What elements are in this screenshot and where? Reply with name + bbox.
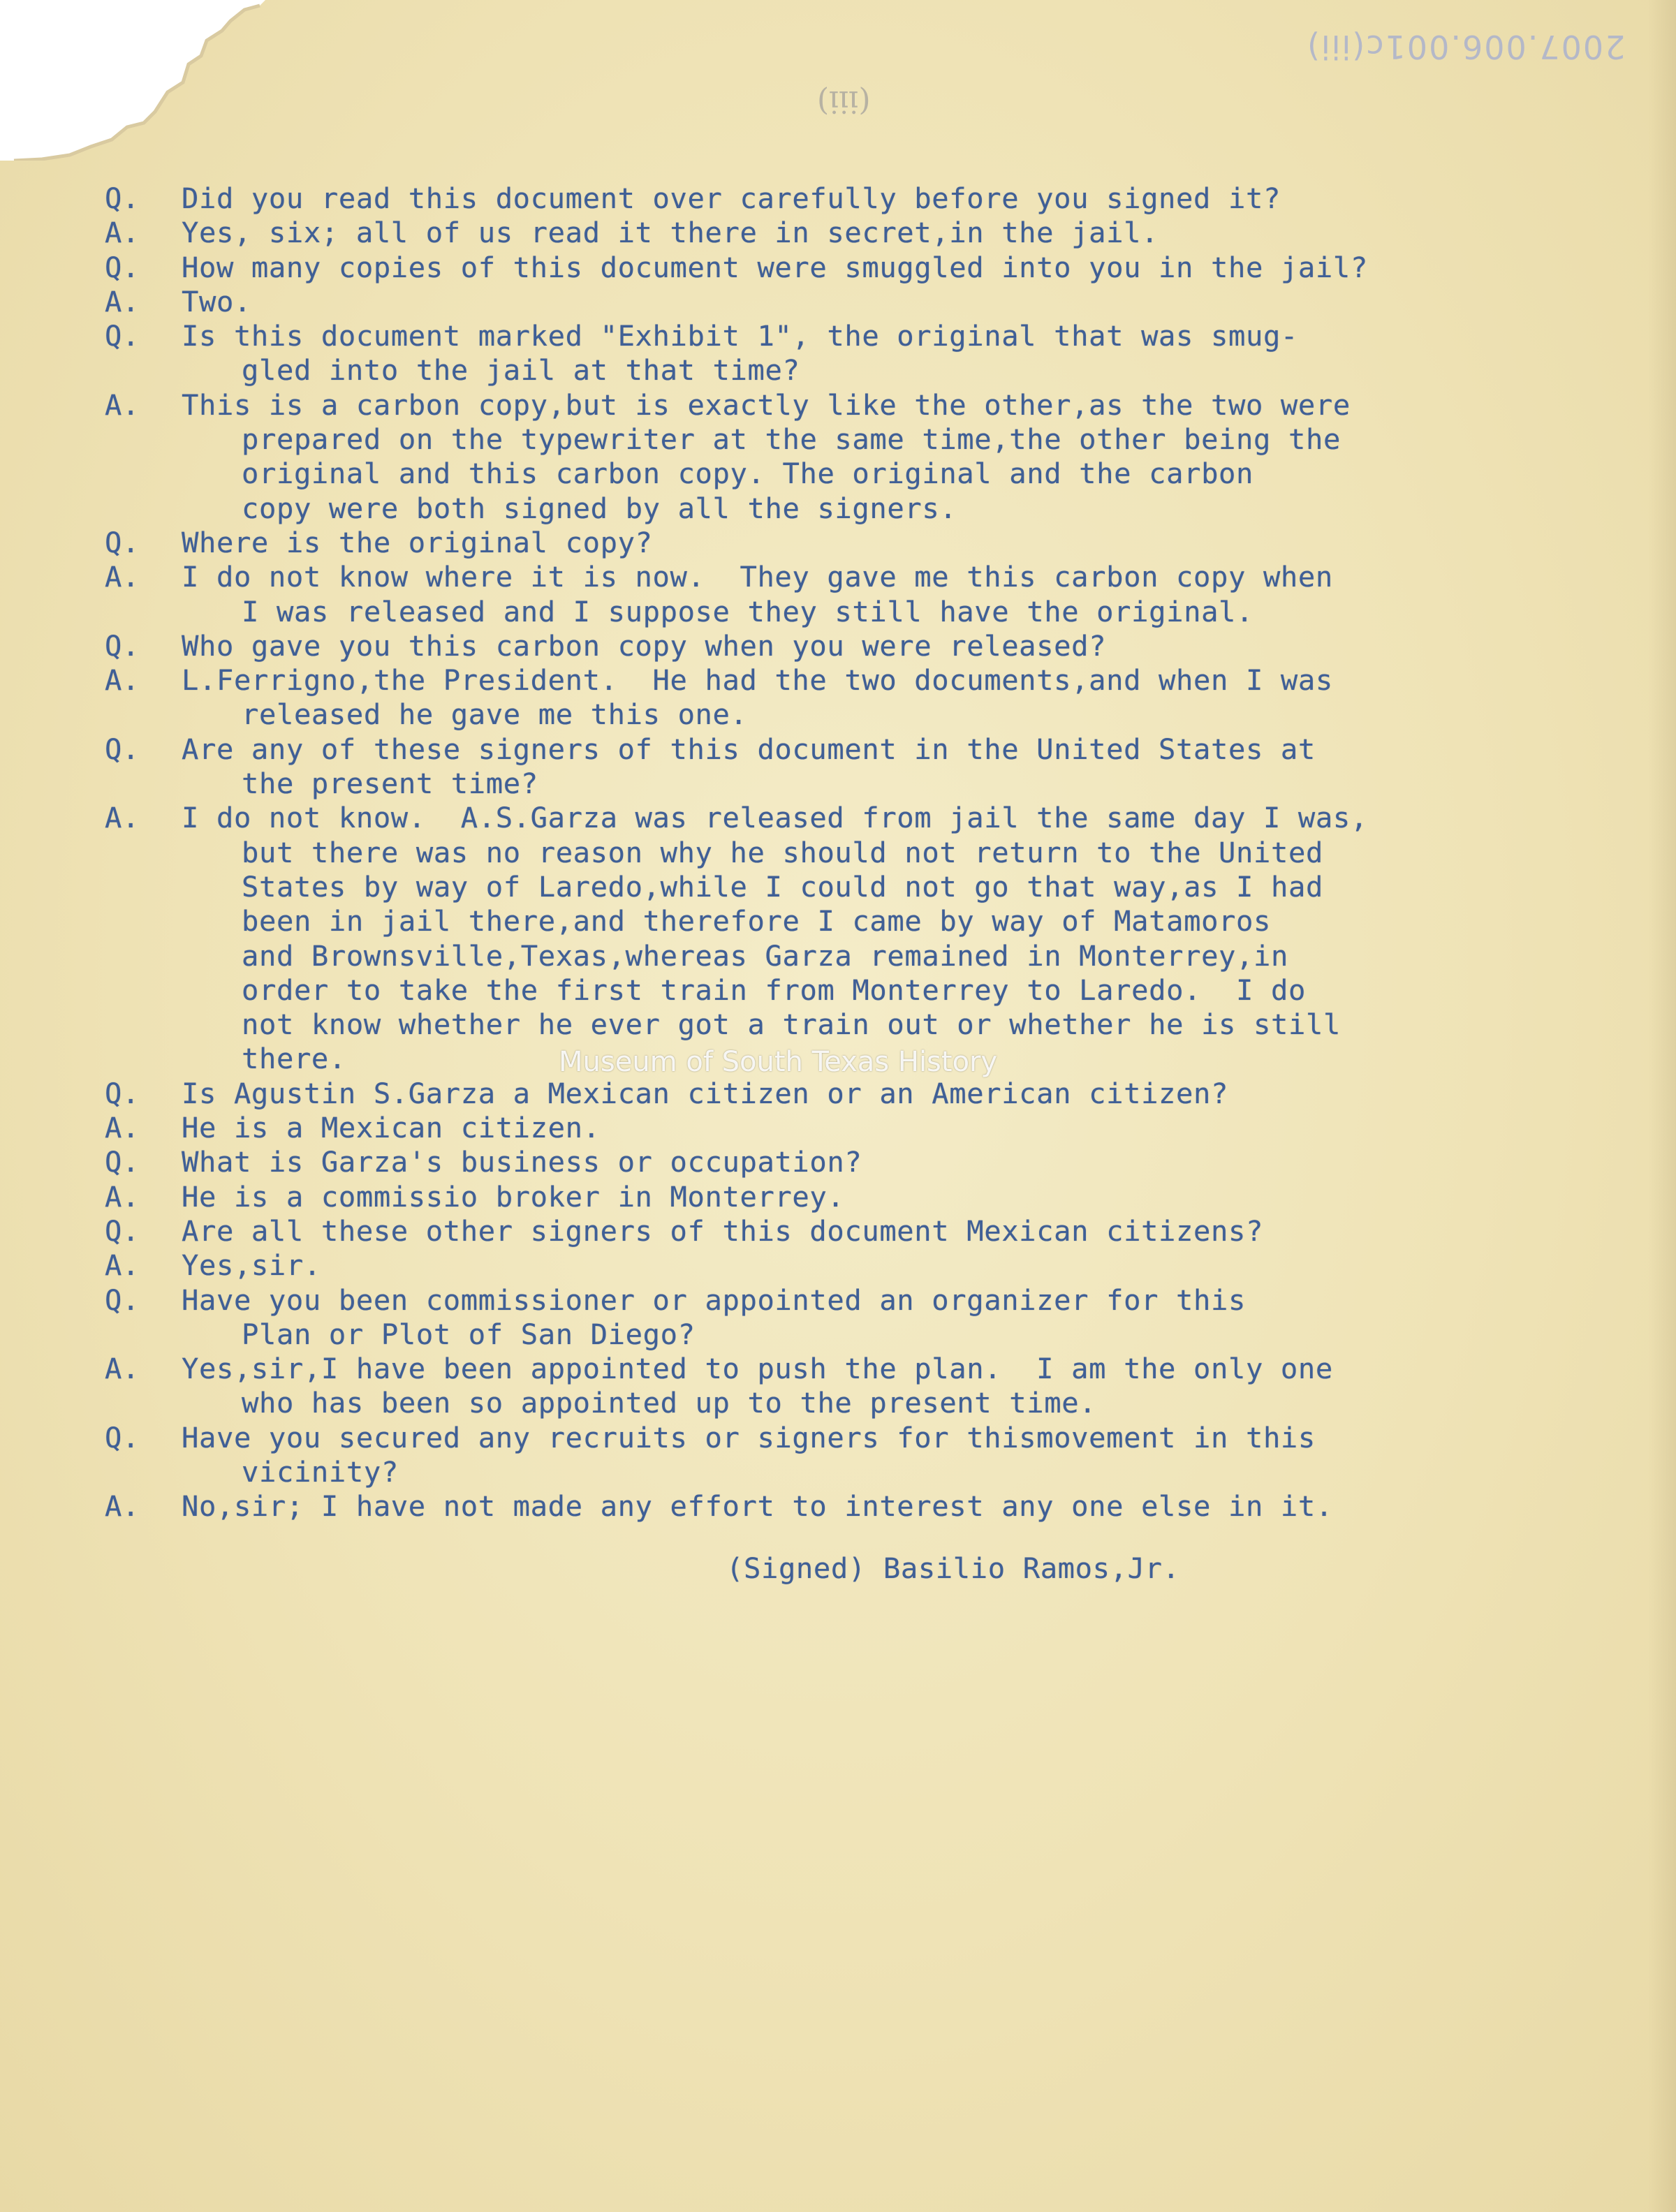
text-line: I do not know where it is now. They gave me this carbon copy when [182, 560, 1333, 594]
text-line: original and this carbon copy. The original and the carbon [242, 457, 1254, 491]
text-line: Are any of these signers of this document in the United States at [182, 732, 1316, 766]
answer-entry [105, 1180, 1606, 1214]
entry-text [182, 1111, 1606, 1145]
question-entry [105, 732, 1606, 802]
entry-text [182, 1214, 1606, 1248]
pencil-note: (iii) [817, 84, 871, 119]
text-line: copy were both signed by all the signers. [242, 491, 957, 525]
text-line: Plan or Plot of San Diego? [242, 1317, 696, 1351]
entry-text [182, 1283, 1606, 1352]
entry-text [182, 526, 1606, 560]
speaker-label: Q. [105, 1145, 140, 1179]
entry-text [182, 801, 1606, 1076]
text-line: Who gave you this carbon copy when you were released? [182, 628, 1107, 663]
entry-text [182, 1421, 1606, 1490]
text-line: Have you secured any recruits or signers for thismovement in this [182, 1420, 1316, 1454]
entry-text [182, 1145, 1606, 1179]
answer-entry [105, 1489, 1606, 1524]
question-entry [105, 319, 1606, 388]
entry-text [182, 1352, 1606, 1421]
text-line: released he gave me this one. [242, 698, 748, 732]
text-line: prepared on the typewriter at the same time,the other being the [242, 422, 1341, 457]
speaker-label: A. [105, 1248, 140, 1283]
entry-text [182, 388, 1606, 526]
entry-text [182, 319, 1606, 388]
speaker-label: A. [105, 216, 140, 250]
question-entry [105, 1421, 1606, 1490]
text-line: the present time? [242, 767, 538, 801]
text-line: who has been so appointed up to the present time. [242, 1386, 1097, 1420]
text-line: gled into the jail at that time? [242, 353, 800, 388]
torn-corner [0, 0, 265, 161]
entry-text [182, 629, 1606, 663]
answer-entry [105, 801, 1606, 1076]
question-entry [105, 1077, 1606, 1111]
speaker-label: Q. [105, 1076, 140, 1110]
answer-entry [105, 285, 1606, 319]
question-entry [105, 1145, 1606, 1179]
text-line: How many copies of this document were smuggled into you in the jail? [182, 250, 1368, 284]
interrogation-transcript [105, 182, 1606, 1524]
speaker-label: Q. [105, 1283, 140, 1317]
page-edge-shadow [1648, 0, 1676, 2212]
speaker-label: Q. [105, 182, 140, 215]
text-line: Is this document marked "Exhibit 1", the original that was smug- [182, 319, 1298, 353]
text-line: He is a Mexican citizen. [182, 1111, 601, 1145]
entry-text [182, 251, 1606, 285]
text-line: vicinity? [242, 1454, 399, 1489]
text-line: Yes,sir. [182, 1248, 321, 1283]
speaker-label: A. [105, 1352, 140, 1386]
speaker-label: A. [105, 1111, 140, 1145]
question-entry [105, 251, 1606, 285]
text-line: Where is the original copy? [182, 525, 653, 559]
text-line: He is a commissio broker in Monterrey. [182, 1179, 845, 1214]
museum-watermark: Museum of South Texas History [559, 1046, 998, 1078]
question-entry [105, 526, 1606, 560]
entry-text [182, 216, 1606, 250]
speaker-label: Q. [105, 250, 140, 284]
text-line: and Brownsville,Texas,whereas Garza remained in Monterrey,in [242, 938, 1288, 973]
signature-line: (Signed) Basilio Ramos,Jr. [726, 1551, 1180, 1585]
speaker-label: A. [105, 801, 140, 835]
speaker-label: A. [105, 1489, 140, 1524]
speaker-label: A. [105, 560, 140, 594]
speaker-label: A. [105, 388, 140, 422]
speaker-label: Q. [105, 1214, 140, 1248]
speaker-label: A. [105, 1179, 140, 1214]
speaker-label: Q. [105, 628, 140, 663]
question-entry [105, 629, 1606, 663]
speaker-label: Q. [105, 732, 140, 766]
text-line: Did you read this document over carefully before you signed it? [182, 182, 1281, 215]
speaker-label: Q. [105, 1420, 140, 1454]
entry-text [182, 1248, 1606, 1283]
text-line: States by way of Laredo,while I could not go that way,as I had [242, 869, 1323, 904]
entry-text [182, 560, 1606, 629]
text-line: Have you been commissioner or appointed an organizer for this [182, 1283, 1246, 1317]
answer-entry [105, 1352, 1606, 1421]
question-entry [105, 1214, 1606, 1248]
text-line: order to take the first train from Monterrey to Laredo. I do [242, 973, 1306, 1007]
answer-entry [105, 1111, 1606, 1145]
text-line: What is Garza's business or occupation? [182, 1145, 862, 1179]
entry-text [182, 1180, 1606, 1214]
text-line: Are all these other signers of this document Mexican citizens? [182, 1214, 1263, 1248]
answer-entry [105, 663, 1606, 732]
text-line: No,sir; I have not made any effort to interest any one else in it. [182, 1489, 1333, 1524]
text-line: Is Agustin S.Garza a Mexican citizen or an American citizen? [182, 1076, 1228, 1110]
text-line: I was released and I suppose they still have the original. [242, 594, 1254, 628]
text-line: Yes,sir,I have been appointed to push the plan. I am the only one [182, 1352, 1333, 1386]
text-line: been in jail there,and therefore I came by way of Matamoros [242, 904, 1271, 938]
entry-text [182, 182, 1606, 216]
entry-text [182, 732, 1606, 802]
entry-text [182, 663, 1606, 732]
text-line: This is a carbon copy,but is exactly like the other,as the two were [182, 388, 1351, 422]
question-entry [105, 182, 1606, 216]
answer-entry [105, 560, 1606, 629]
text-line: Yes, six; all of us read it there in secret,in the jail. [182, 216, 1159, 250]
speaker-label: A. [105, 284, 140, 318]
accession-number: 2007.006.001c(iii) [1306, 28, 1626, 66]
answer-entry [105, 388, 1606, 526]
text-line: Two. [182, 284, 251, 318]
answer-entry [105, 216, 1606, 250]
text-line: not know whether he ever got a train out or whether he is still [242, 1008, 1341, 1042]
text-line: but there was no reason why he should not return to the United [242, 835, 1323, 869]
speaker-label: Q. [105, 525, 140, 559]
entry-text [182, 285, 1606, 319]
text-line: I do not know. A.S.Garza was released from jail the same day I was, [182, 801, 1368, 835]
answer-entry [105, 1248, 1606, 1283]
speaker-label: A. [105, 663, 140, 698]
speaker-label: Q. [105, 319, 140, 353]
text-line: L.Ferrigno,the President. He had the two documents,and when I was [182, 663, 1333, 698]
text-line: there. [242, 1042, 346, 1076]
entry-text [182, 1077, 1606, 1111]
entry-text [182, 1489, 1606, 1524]
question-entry [105, 1283, 1606, 1352]
